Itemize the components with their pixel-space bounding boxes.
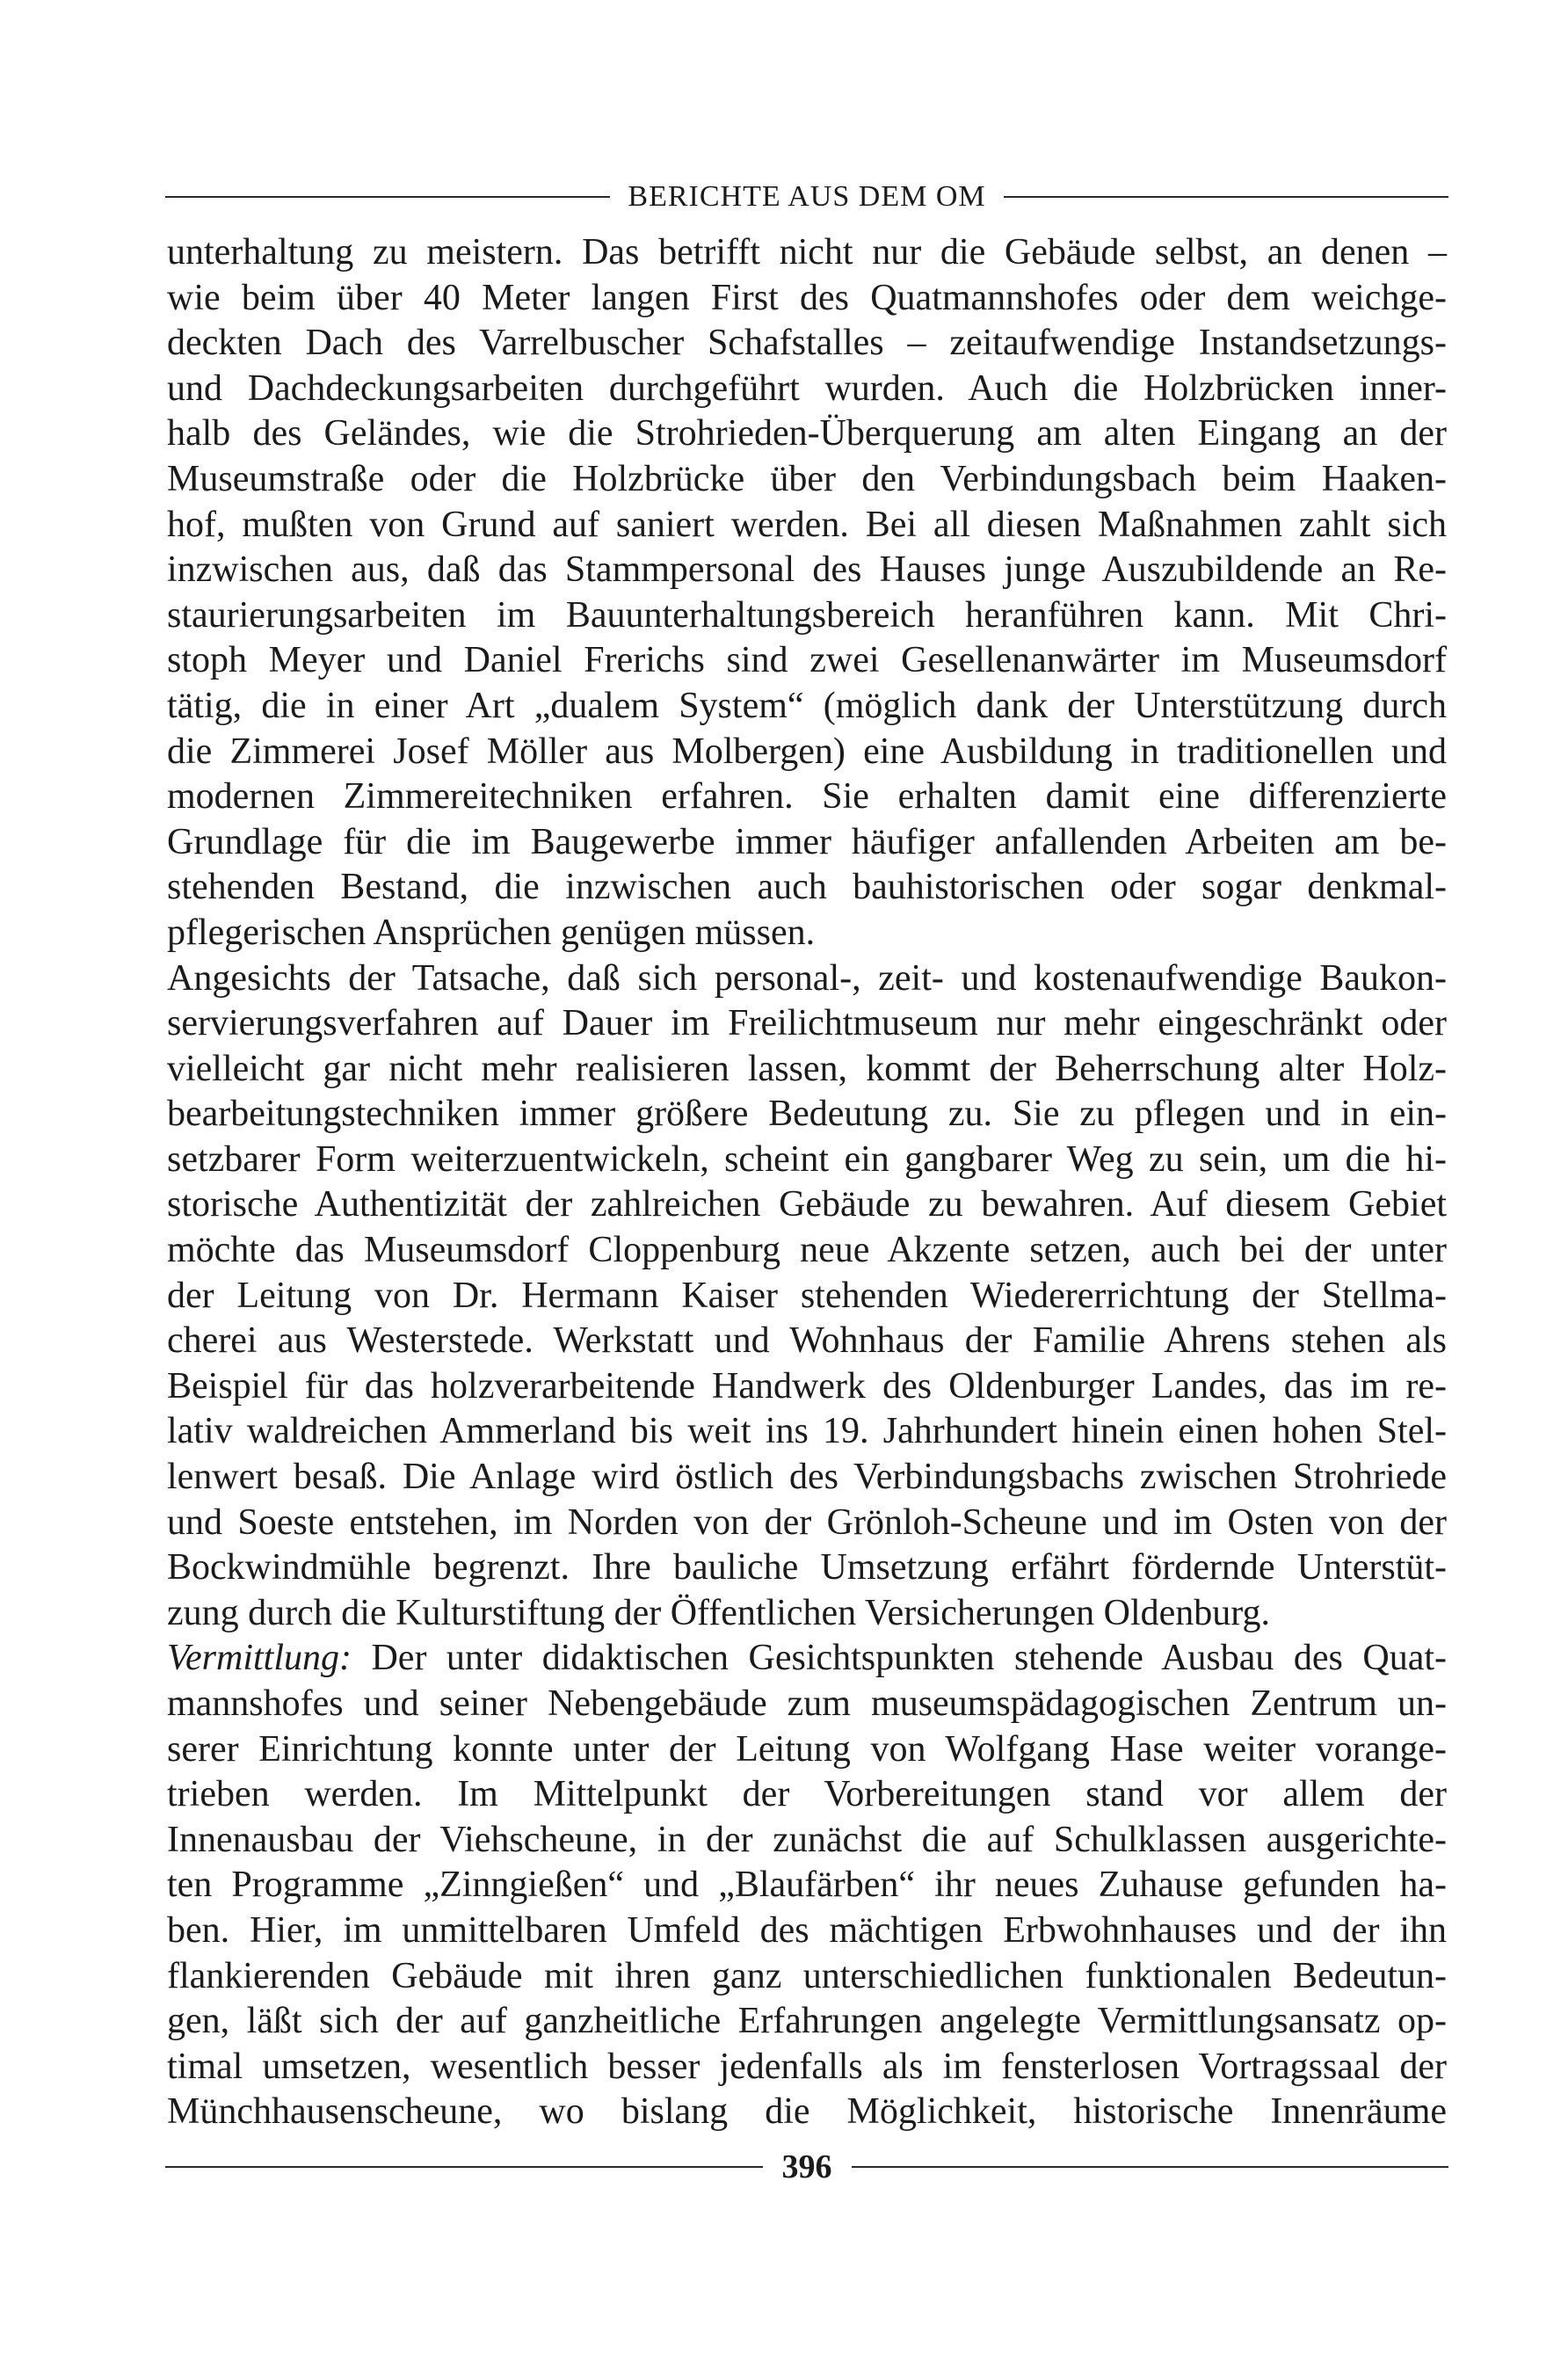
text-line: vielleicht gar nicht mehr realisieren lassen, kommt der Beherrschung alter Holz-	[167, 1048, 1447, 1089]
text-line: unterhaltung zu meistern. Das betrifft nicht nur die Gebäude selbst, an denen –	[167, 232, 1447, 273]
text-line: gen, läßt sich der auf ganzheitliche Erfahrungen angelegte Vermittlungsansatz op-	[167, 2001, 1447, 2042]
text-line: lenwert besaß. Die Anlage wird östlich des Verbindungsbachs zwischen Strohriede	[167, 1457, 1447, 1498]
text-line: Münchhausenscheune, wo bislang die Möglichkeit, historische Innenräume	[167, 2091, 1447, 2133]
text-line: pflegerischen Ansprüchen genügen müssen.	[167, 912, 816, 953]
text-line: ben. Hier, im unmittelbaren Umfeld des mächtigen Erbwohnhauses und der ihn	[167, 1909, 1447, 1951]
text-line: hof, mußten von Grund auf saniert werden. Bei all diesen Maßnahmen zahlt sich	[167, 504, 1447, 545]
text-line: tätig, die in einer Art „dualem System“ (möglich dank der Unterstützung durch	[167, 685, 1447, 726]
text-line: wie beim über 40 Meter langen First des Quatmannshofes oder dem weichge-	[167, 277, 1447, 318]
text-line: Bockwindmühle begrenzt. Ihre bauliche Umsetzung erfährt fördernde Unterstüt-	[167, 1547, 1447, 1588]
text-line: cherei aus Westerstede. Werkstatt und Wohnhaus der Familie Ahrens stehen als	[167, 1320, 1447, 1362]
text-line: storische Authentizität der zahlreichen Gebäude zu bewahren. Auf diesem Gebiet	[167, 1184, 1447, 1225]
text-line: stehenden Bestand, die inzwischen auch bauhistorischen oder sogar denkmal-	[167, 867, 1447, 908]
text-line: und Dachdeckungsarbeiten durchgeführt wurden. Auch die Holzbrücken inner-	[167, 367, 1447, 409]
text-line: timal umsetzen, wesentlich besser jedenfalls als im fensterlosen Vortragssaal der	[167, 2046, 1447, 2087]
text-line: Grundlage für die im Baugewerbe immer häufiger anfallenden Arbeiten am be-	[167, 821, 1447, 862]
text-line: Beispiel für das holzverarbeitende Handwerk des Oldenburger Landes, das im re-	[167, 1365, 1447, 1407]
header-title: BERICHTE AUS DEM OM	[628, 180, 986, 213]
text-line: stoph Meyer und Daniel Frerichs sind zwei Gesellenanwärter im Museumsdorf	[167, 640, 1447, 681]
section-text-vermittlung: Der unter didaktischen Gesichtspunkten stehende Ausbau des Quat-	[351, 1638, 1447, 1679]
text-line: der Leitung von Dr. Hermann Kaiser stehenden Wiedererrichtung der Stellma-	[167, 1275, 1447, 1316]
section-label-vermittlung: Vermittlung:	[167, 1638, 352, 1679]
text-line: halb des Geländes, wie die Strohrieden-Überquerung am alten Eingang an der	[167, 413, 1447, 454]
text-line: bearbeitungstechniken immer größere Bedeutung zu. Sie zu pflegen und in ein-	[167, 1094, 1447, 1135]
running-header	[165, 179, 1448, 214]
text-line: inzwischen aus, daß das Stammpersonal des Hauses junge Auszubildende an Re-	[167, 549, 1447, 591]
text-line: setzbarer Form weiterzuentwickeln, scheint ein gangbarer Weg zu sein, um die hi-	[167, 1138, 1447, 1180]
text-line: serer Einrichtung konnte unter der Leitung von Wolfgang Hase weiter vorange-	[167, 1728, 1447, 1770]
text-line: trieben werden. Im Mittelpunkt der Vorbereitungen stand vor allem der	[167, 1774, 1447, 1815]
text-line: die Zimmerei Josef Möller aus Molbergen) eine Ausbildung in traditionellen und	[167, 731, 1447, 772]
text-line: Innenausbau der Viehscheune, in der zunächst die auf Schulklassen ausgerichte-	[167, 1819, 1447, 1860]
text-line: flankierenden Gebäude mit ihren ganz unterschiedlichen funktionalen Bedeutun-	[167, 1955, 1447, 1996]
page-footer	[165, 2145, 1448, 2189]
text-line: deckten Dach des Varrelbuscher Schafstalles – zeitaufwendige Instandsetzungs-	[167, 323, 1447, 364]
text-line: servierungsverfahren auf Dauer im Freilichtmuseum nur mehr eingeschränkt oder	[167, 1003, 1447, 1044]
header-rule-right	[1004, 196, 1448, 198]
footer-rule-right	[852, 2166, 1449, 2168]
text-line: möchte das Museumsdorf Cloppenburg neue Akzente setzen, auch bei der unter	[167, 1230, 1447, 1271]
page-number: 396	[781, 2148, 832, 2185]
text-line: staurierungsarbeiten im Bauunterhaltungsbereich heranführen kann. Mit Chri-	[167, 594, 1447, 636]
text-line: modernen Zimmereitechniken erfahren. Sie erhalten damit eine differenzierte	[167, 776, 1447, 818]
text-line: zung durch die Kulturstiftung der Öffentlichen Versicherungen Oldenburg.	[167, 1592, 1271, 1633]
footer-rule-left	[165, 2166, 763, 2168]
text-line: Angesichts der Tatsache, daß sich personal-, zeit- und kostenaufwendige Baukon-	[167, 957, 1447, 999]
text-line: lativ waldreichen Ammerland bis weit ins 19. Jahrhundert hinein einen hohen Stel-	[167, 1411, 1447, 1452]
body-text	[167, 230, 1447, 2181]
text-line-vermittlung	[167, 1636, 1447, 1682]
text-line: ten Programme „Zinngießen“ und „Blaufärben“ ihr neues Zuhause gefunden ha-	[167, 1865, 1447, 1906]
text-line: mannshofes und seiner Nebengebäude zum museumspädagogischen Zentrum un-	[167, 1683, 1447, 1724]
header-rule-left	[165, 196, 610, 198]
text-line: und Soeste entstehen, im Norden von der Grönloh-Scheune und im Osten von der	[167, 1501, 1447, 1543]
text-line: Museumstraße oder die Holzbrücke über den Verbindungsbach beim Haaken-	[167, 458, 1447, 499]
